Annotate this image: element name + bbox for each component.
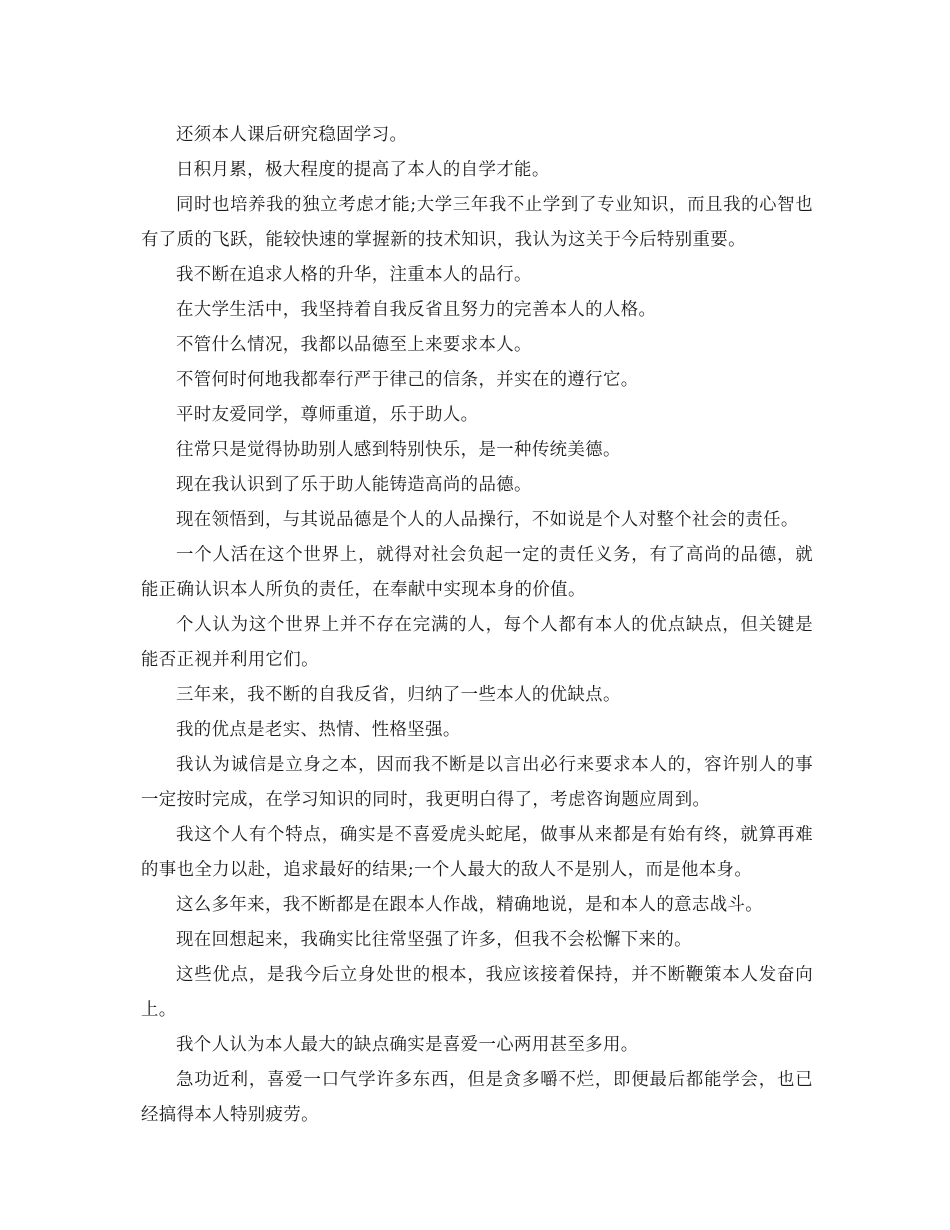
- paragraph: 平时友爱同学，尊师重道，乐于助人。: [176, 405, 479, 425]
- paragraph: 同时也培养我的独立考虑才能;大学三年我不止学到了专业知识，而且我的心智也有了质的飞跃，能较快速的掌握新的技术知识，我认为这关于今后特别重要。: [141, 195, 813, 250]
- paragraph: 我认为诚信是立身之本，因而我不断是以言出必行来要求本人的，容许别人的事一定按时完成，在学习知识的同时，我更明白得了，考虑咨询题应周到。: [141, 755, 813, 810]
- paragraph: 我这个人有个特点，确实是不喜爱虎头蛇尾，做事从来都是有始有终，就算再难的事也全力以赴，追求最好的结果;一个人最大的敌人不是别人，而是他本身。: [141, 825, 813, 880]
- paragraph: 现在回想起来，我确实比往常坚强了许多，但我不会松懈下来的。: [176, 930, 692, 950]
- paragraph: 三年来，我不断的自我反省，归纳了一些本人的优缺点。: [176, 685, 621, 705]
- paragraph: 现在我认识到了乐于助人能铸造高尚的品德。: [176, 475, 532, 495]
- paragraph: 这些优点，是我今后立身处世的根本，我应该接着保持，并不断鞭策本人发奋向上。: [141, 965, 813, 1020]
- document-body: [141, 118, 813, 1133]
- paragraph: 不管什么情况，我都以品德至上来要求本人。: [176, 335, 532, 355]
- paragraph: 日积月累，极大程度的提高了本人的自学才能。: [176, 160, 550, 180]
- paragraph: 现在领悟到，与其说品德是个人的人品操行，不如说是个人对整个社会的责任。: [176, 510, 799, 530]
- paragraph: 我不断在追求人格的升华，注重本人的品行。: [176, 265, 532, 285]
- paragraph: 往常只是觉得协助别人感到特别快乐，是一种传统美德。: [176, 440, 621, 460]
- paragraph: 还须本人课后研究稳固学习。: [176, 125, 408, 145]
- paragraph: 不管何时何地我都奉行严于律己的信条，并实在的遵行它。: [176, 370, 639, 390]
- paragraph: 我个人认为本人最大的缺点确实是喜爱一心两用甚至多用。: [176, 1035, 639, 1055]
- paragraph: 一个人活在这个世界上，就得对社会负起一定的责任义务，有了高尚的品德，就能正确认识本人所负的责任，在奉献中实现本身的价值。: [141, 545, 813, 600]
- paragraph: 这么多年来，我不断都是在跟本人作战，精确地说，是和本人的意志战斗。: [176, 895, 764, 915]
- paragraph: 在大学生活中，我坚持着自我反省且努力的完善本人的人格。: [176, 300, 657, 320]
- paragraph: 急功近利，喜爱一口气学许多东西，但是贪多嚼不烂，即便最后都能学会，也已经搞得本人特别疲劳。: [141, 1070, 813, 1125]
- paragraph: 个人认为这个世界上并不存在完满的人，每个人都有本人的优点缺点，但关键是能否正视并利用它们。: [141, 615, 813, 670]
- paragraph: 我的优点是老实、热情、性格坚强。: [176, 720, 461, 740]
